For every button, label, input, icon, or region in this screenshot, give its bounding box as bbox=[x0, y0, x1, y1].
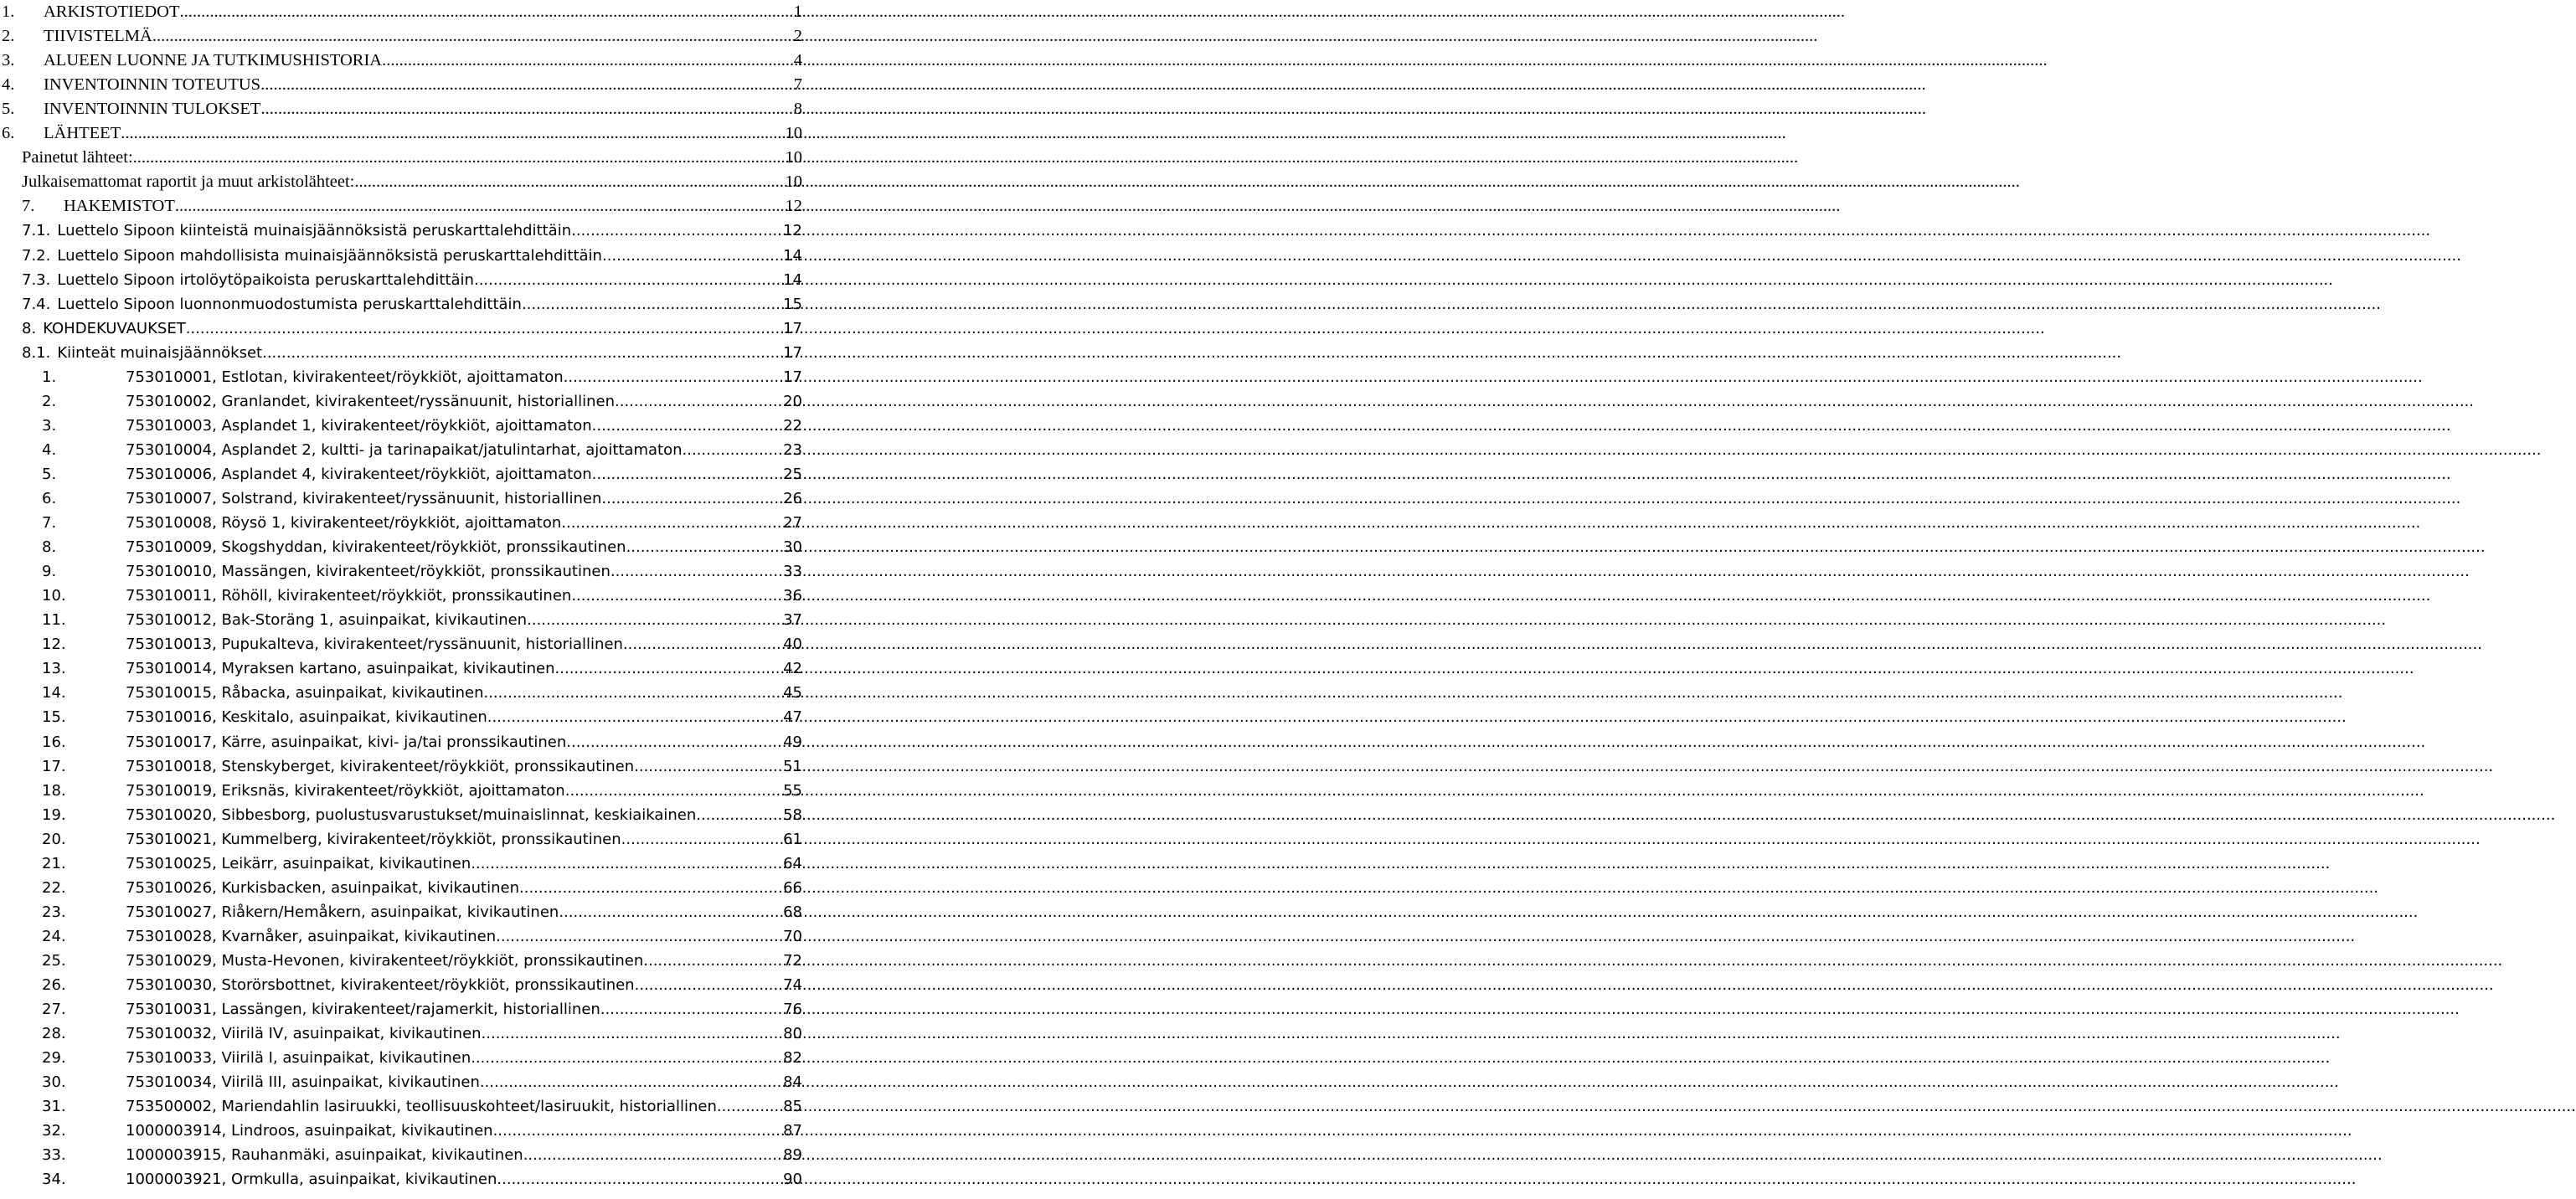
toc-entry-number: 27. bbox=[42, 1001, 66, 1019]
toc-dot-leader bbox=[571, 219, 783, 243]
toc-entry-title: Luettelo Sipoon luonnonmuodostumista peruskarttalehdittäin bbox=[57, 295, 522, 313]
toc-page-number: 15 bbox=[783, 295, 802, 313]
toc-entry-number: 7.3. bbox=[22, 270, 51, 289]
toc-entry[interactable] bbox=[42, 1070, 802, 1094]
toc-page-number: 66 bbox=[783, 878, 802, 897]
toc-entry[interactable] bbox=[2, 121, 802, 146]
toc-page-number: 64 bbox=[783, 854, 802, 872]
toc-entry[interactable] bbox=[22, 292, 802, 316]
toc-page-number: 74 bbox=[783, 976, 802, 994]
toc-entry[interactable] bbox=[2, 73, 802, 97]
toc-entry[interactable] bbox=[42, 462, 802, 486]
toc-dot-leader bbox=[565, 779, 783, 803]
toc-page-number: 55 bbox=[783, 781, 802, 800]
toc-dot-leader bbox=[566, 730, 783, 754]
toc-page-number: 89 bbox=[783, 1146, 802, 1165]
toc-page-number: 12 bbox=[783, 222, 802, 240]
toc-entry[interactable] bbox=[42, 730, 802, 754]
toc-entry-title: 753500002, Mariendahlin lasiruukki, teollisuuskohteet/lasiruukit, historiallinen bbox=[126, 1098, 717, 1116]
toc-entry-number: 1. bbox=[2, 3, 15, 21]
toc-entry[interactable] bbox=[42, 803, 802, 827]
toc-dot-leader bbox=[717, 1094, 783, 1119]
toc-entry[interactable] bbox=[42, 559, 802, 584]
toc-entry-title: 753010028, Kvarnåker, asuinpaikat, kivikautinen bbox=[126, 927, 497, 945]
toc-entry[interactable] bbox=[42, 997, 802, 1021]
toc-dot-leader bbox=[471, 1046, 783, 1070]
toc-entry-title: 753010004, Asplandet 2, kultti- ja tarinapaikat/jatulintarhat, ajoittamaton bbox=[126, 440, 683, 459]
toc-entry-number: 30. bbox=[42, 1073, 66, 1092]
toc-entry[interactable] bbox=[22, 316, 802, 341]
toc-entry-title: 753010033, Viirilä I, asuinpaikat, kivikautinen bbox=[126, 1049, 471, 1068]
toc-dot-leader bbox=[602, 244, 783, 268]
toc-entry[interactable] bbox=[42, 1046, 802, 1070]
toc-entry[interactable] bbox=[2, 97, 802, 121]
toc-page-number: 61 bbox=[783, 830, 802, 848]
toc-entry-title: 753010007, Solstrand, kivirakenteet/ryssänuunit, historiallinen bbox=[126, 490, 602, 507]
toc-entry[interactable] bbox=[42, 511, 802, 535]
toc-entry-title: 753010014, Myraksen kartano, asuinpaikat, kivikautinen bbox=[126, 660, 555, 678]
toc-page-number: 51 bbox=[783, 757, 802, 775]
toc-entry-title: 1000003921, Ormkulla, asuinpaikat, kivikautinen bbox=[126, 1171, 497, 1189]
toc-entry-number: 25. bbox=[42, 951, 66, 970]
toc-dot-leader bbox=[186, 316, 783, 341]
toc-entry[interactable] bbox=[42, 754, 802, 779]
toc-entry[interactable] bbox=[42, 949, 802, 973]
toc-entry-number: 12. bbox=[42, 636, 66, 654]
toc-entry-number: 7.4. bbox=[22, 295, 51, 313]
toc-entry-title: 753010032, Viirilä IV, asuinpaikat, kivikautinen bbox=[126, 1025, 482, 1043]
toc-dot-leader bbox=[474, 268, 783, 292]
toc-dot-leader bbox=[262, 341, 783, 365]
toc-entry-title: Kiinteät muinaisjäännökset bbox=[57, 343, 263, 362]
toc-entry-title: ARKISTOTIEDOT bbox=[44, 3, 180, 21]
toc-entry-number: 7. bbox=[22, 197, 35, 216]
toc-entry[interactable] bbox=[22, 244, 802, 268]
toc-dot-leader bbox=[487, 705, 783, 729]
toc-entry[interactable] bbox=[42, 827, 802, 852]
toc-entry-number: 7.1. bbox=[22, 222, 51, 240]
toc-entry-number: 1. bbox=[42, 368, 57, 386]
toc-dot-leader bbox=[519, 876, 783, 900]
toc-entry-number: 33. bbox=[42, 1146, 66, 1165]
toc-entry-title: 753010009, Skogshyddan, kivirakenteet/röykkiöt, pronssikautinen bbox=[126, 538, 626, 557]
toc-page-number: 42 bbox=[783, 660, 802, 678]
toc-page-number: 70 bbox=[783, 927, 802, 945]
toc-page-number: 7 bbox=[793, 75, 802, 95]
toc-entry[interactable] bbox=[42, 852, 802, 876]
toc-entry-number: 34. bbox=[42, 1171, 66, 1189]
toc-page-number: 14 bbox=[783, 246, 802, 265]
toc-entry-number: 28. bbox=[42, 1025, 66, 1043]
toc-dot-leader bbox=[592, 462, 783, 486]
toc-entry-title: 753010019, Eriksnäs, kivirakenteet/röykkiöt, ajoittamaton bbox=[126, 781, 565, 800]
toc-dot-leader bbox=[626, 535, 784, 559]
toc-page-number: 23 bbox=[783, 440, 802, 459]
toc-page-number: 26 bbox=[783, 490, 802, 507]
toc-dot-leader bbox=[354, 170, 785, 194]
toc-page-number: 20 bbox=[783, 392, 802, 410]
toc-entry-number: 6. bbox=[42, 490, 57, 507]
toc-page-number: 2 bbox=[793, 27, 802, 46]
toc-page-number: 58 bbox=[783, 805, 802, 824]
toc-entry-number: 3. bbox=[42, 416, 57, 435]
toc-dot-leader bbox=[623, 632, 783, 656]
toc-entry[interactable] bbox=[42, 414, 802, 438]
toc-page-number: 49 bbox=[783, 733, 802, 751]
toc-entry-title: 753010003, Asplandet 1, kivirakenteet/röykkiöt, ajoittamaton bbox=[126, 416, 592, 435]
toc-dot-leader bbox=[559, 900, 783, 924]
toc-entry[interactable] bbox=[2, 24, 802, 49]
toc-entry-title: INVENTOINNIN TULOKSET bbox=[44, 100, 261, 119]
toc-entry[interactable] bbox=[42, 1167, 802, 1191]
toc-dot-leader bbox=[621, 827, 783, 852]
toc-entry-number: 9. bbox=[42, 563, 57, 581]
toc-page-number: 17 bbox=[783, 368, 802, 386]
toc-entry-number: 17. bbox=[42, 757, 66, 775]
toc-entry-number: 4. bbox=[42, 440, 57, 459]
toc-page-number: 22 bbox=[783, 416, 802, 435]
toc-entry-title: Luettelo Sipoon mahdollisista muinaisjäännöksistä peruskarttalehdittäin bbox=[57, 246, 602, 265]
toc-page-number: 17 bbox=[783, 343, 802, 362]
toc-page-number: 17 bbox=[783, 319, 802, 337]
toc-dot-leader bbox=[564, 365, 783, 389]
toc-page-number: 84 bbox=[783, 1073, 802, 1092]
toc-page-number: 4 bbox=[793, 51, 802, 70]
toc-entry[interactable] bbox=[22, 170, 802, 194]
toc-entry[interactable] bbox=[42, 779, 802, 803]
toc-dot-leader bbox=[260, 73, 794, 97]
toc-entry-title: 753010027, Riåkern/Hemåkern, asuinpaikat, kivikautinen bbox=[126, 903, 559, 921]
toc-dot-leader bbox=[555, 656, 784, 681]
toc-entry[interactable] bbox=[42, 973, 802, 997]
toc-entry[interactable] bbox=[42, 705, 802, 729]
toc-entry[interactable] bbox=[42, 1119, 802, 1143]
toc-dot-leader bbox=[483, 681, 783, 705]
toc-dot-leader bbox=[523, 1143, 783, 1167]
toc-page-number: 76 bbox=[783, 1001, 802, 1019]
toc-entry-title: 753010006, Asplandet 4, kivirakenteet/röykkiöt, ajoittamaton bbox=[126, 465, 592, 483]
toc-entry[interactable] bbox=[42, 365, 802, 389]
toc-entry[interactable] bbox=[42, 584, 802, 608]
toc-entry-title: 753010010, Massängen, kivirakenteet/röykkiöt, pronssikautinen bbox=[126, 563, 611, 581]
toc-entry-title: 753010031, Lassängen, kivirakenteet/rajamerkit, historiallinen bbox=[126, 1001, 600, 1019]
toc-entry-title: Luettelo Sipoon kiinteistä muinaisjäännöksistä peruskarttalehdittäin bbox=[57, 222, 572, 240]
toc-entry-title: INVENTOINNIN TOTEUTUS bbox=[44, 75, 261, 95]
toc-entry-title: 753010020, Sibbesborg, puolustusvarustukset/muinaislinnat, keskiaikainen bbox=[126, 805, 697, 824]
toc-entry-title: 753010002, Granlandet, kivirakenteet/ryssänuunit, historiallinen bbox=[126, 392, 615, 410]
toc-entry-number: 5. bbox=[42, 465, 57, 483]
toc-entry-title: Painetut lähteet: bbox=[22, 148, 133, 167]
toc-entry-title: KOHDEKUVAUKSET bbox=[43, 319, 186, 337]
toc-page-number: 8 bbox=[793, 100, 802, 119]
toc-dot-leader bbox=[527, 608, 783, 632]
toc-entry-title: LÄHTEET bbox=[44, 124, 121, 143]
toc-entry-number: 14. bbox=[42, 684, 66, 702]
toc-entry-number: 23. bbox=[42, 903, 66, 921]
toc-dot-leader bbox=[522, 292, 783, 316]
toc-entry-title: 753010034, Viirilä III, asuinpaikat, kivikautinen bbox=[126, 1073, 480, 1092]
toc-entry-number: 6. bbox=[2, 124, 15, 143]
toc-entry[interactable] bbox=[42, 535, 802, 559]
toc-page-number: 1 bbox=[793, 3, 802, 21]
toc-dot-leader bbox=[634, 754, 783, 779]
toc-entry-title: HAKEMISTOT bbox=[64, 197, 175, 216]
toc-dot-leader bbox=[571, 584, 783, 608]
toc-entry-title: 753010021, Kummelberg, kivirakenteet/röykkiöt, pronssikautinen bbox=[126, 830, 621, 848]
toc-dot-leader bbox=[133, 146, 786, 170]
toc-entry-number: 2. bbox=[42, 392, 57, 410]
toc-page-number: 10 bbox=[785, 148, 802, 167]
toc-dot-leader bbox=[601, 486, 783, 511]
toc-page-number: 72 bbox=[783, 951, 802, 970]
toc-entry-title: 753010025, Leikärr, asuinpaikat, kivikautinen bbox=[126, 854, 471, 872]
toc-page-number: 25 bbox=[783, 465, 802, 483]
toc-entry-number: 11. bbox=[42, 611, 66, 630]
toc-entry-number: 10. bbox=[42, 587, 66, 605]
toc-entry[interactable] bbox=[42, 1021, 802, 1046]
toc-entry-number: 16. bbox=[42, 733, 66, 751]
toc-entry[interactable] bbox=[22, 268, 802, 292]
toc-entry-title: 753010011, Röhöll, kivirakenteet/röykkiöt, pronssikautinen bbox=[126, 587, 572, 605]
toc-dot-leader bbox=[497, 1167, 783, 1191]
toc-entry-title: 753010026, Kurkisbacken, asuinpaikat, kivikautinen bbox=[126, 878, 519, 897]
toc-entry[interactable] bbox=[22, 194, 802, 219]
toc-page-number: 10 bbox=[785, 172, 802, 192]
toc-entry-number: 26. bbox=[42, 976, 66, 994]
toc-entry[interactable] bbox=[42, 608, 802, 632]
toc-entry[interactable] bbox=[2, 0, 802, 24]
toc-page-number: 87 bbox=[783, 1122, 802, 1140]
toc-page-number: 10 bbox=[785, 124, 802, 143]
toc-dot-leader bbox=[592, 414, 783, 438]
toc-entry-number: 32. bbox=[42, 1122, 66, 1140]
toc-entry-number: 22. bbox=[42, 878, 66, 897]
toc-entry-title: 753010008, Röysö 1, kivirakenteet/röykkiöt, ajoittamaton bbox=[126, 514, 562, 533]
toc-dot-leader bbox=[152, 24, 794, 49]
toc-entry-title: 1000003914, Lindroos, asuinpaikat, kivikautinen bbox=[126, 1122, 493, 1140]
toc-entry-title: TIIVISTELMÄ bbox=[44, 27, 152, 46]
toc-dot-leader bbox=[471, 852, 783, 876]
toc-dot-leader bbox=[121, 121, 785, 146]
toc-page-number: 45 bbox=[783, 684, 802, 702]
toc-dot-leader bbox=[600, 997, 783, 1021]
toc-page-number: 80 bbox=[783, 1025, 802, 1043]
toc-entry-number: 8. bbox=[22, 319, 37, 337]
toc-page-number: 47 bbox=[783, 708, 802, 727]
toc-entry-number: 7. bbox=[42, 514, 57, 533]
toc-entry-number: 31. bbox=[42, 1098, 66, 1116]
toc-dot-leader bbox=[496, 924, 783, 949]
toc-entry[interactable] bbox=[42, 876, 802, 900]
toc-entry-number: 13. bbox=[42, 660, 66, 678]
toc-entry[interactable] bbox=[42, 486, 802, 511]
toc-entry-number: 2. bbox=[2, 27, 15, 46]
toc-page-number: 14 bbox=[783, 270, 802, 289]
toc-dot-leader bbox=[482, 1021, 784, 1046]
toc-entry[interactable] bbox=[42, 1143, 802, 1167]
toc-page-number: 40 bbox=[783, 636, 802, 654]
toc-page-number: 68 bbox=[783, 903, 802, 921]
toc-entry-number: 7.2. bbox=[22, 246, 51, 265]
toc-entry-title: 753010018, Stenskyberget, kivirakenteet/röykkiöt, pronssikautinen bbox=[126, 757, 635, 775]
toc-entry-title: 753010016, Keskitalo, asuinpaikat, kivikautinen bbox=[126, 708, 487, 727]
toc-entry-title: 753010015, Råbacka, asuinpaikat, kivikautinen bbox=[126, 684, 484, 702]
toc-entry-number: 8.1. bbox=[22, 343, 51, 362]
toc-dot-leader bbox=[480, 1070, 783, 1094]
toc-dot-leader bbox=[696, 803, 783, 827]
toc-entry-number: 24. bbox=[42, 927, 66, 945]
toc-dot-leader bbox=[615, 389, 783, 414]
toc-dot-leader bbox=[260, 97, 793, 121]
toc-entry[interactable] bbox=[42, 438, 802, 462]
toc-page-number: 85 bbox=[783, 1098, 802, 1116]
toc-dot-leader bbox=[643, 949, 783, 973]
toc-dot-leader bbox=[561, 511, 783, 535]
toc-entry[interactable] bbox=[22, 146, 802, 170]
toc-page-number: 12 bbox=[785, 197, 802, 216]
toc-entry-title: 753010013, Pupukalteva, kivirakenteet/ryssänuunit, historiallinen bbox=[126, 636, 623, 654]
toc-entry[interactable] bbox=[42, 632, 802, 656]
toc-page-number: 27 bbox=[783, 514, 802, 533]
toc-entry-title: 753010012, Bak-Storäng 1, asuinpaikat, kivikautinen bbox=[126, 611, 528, 630]
toc-page-number: 33 bbox=[783, 563, 802, 581]
toc-entry-number: 20. bbox=[42, 830, 66, 848]
toc-page-number: 90 bbox=[783, 1171, 802, 1189]
toc-entry-title: 1000003915, Rauhanmäki, asuinpaikat, kivikautinen bbox=[126, 1146, 523, 1165]
toc-entry[interactable] bbox=[42, 681, 802, 705]
toc-entry[interactable] bbox=[2, 49, 802, 73]
toc-entry-title: Luettelo Sipoon irtolöytöpaikoista peruskarttalehdittäin bbox=[57, 270, 474, 289]
toc-dot-leader bbox=[635, 973, 784, 997]
toc-entry[interactable] bbox=[42, 924, 802, 949]
toc-entry[interactable] bbox=[42, 900, 802, 924]
toc-entry-number: 19. bbox=[42, 805, 66, 824]
toc-dot-leader bbox=[493, 1119, 784, 1143]
toc-page-number: 30 bbox=[783, 538, 802, 557]
toc-entry-number: 18. bbox=[42, 781, 66, 800]
toc-entry-number: 29. bbox=[42, 1049, 66, 1068]
toc-entry-number: 21. bbox=[42, 854, 66, 872]
toc-entry[interactable] bbox=[22, 219, 802, 243]
toc-entry[interactable] bbox=[22, 341, 802, 365]
toc-dot-leader bbox=[683, 438, 784, 462]
toc-page-number: 36 bbox=[783, 587, 802, 605]
toc-entry-title: 753010017, Kärre, asuinpaikat, kivi- ja/tai pronssikautinen bbox=[126, 733, 567, 751]
toc-page-number: 37 bbox=[783, 611, 802, 630]
toc-entry[interactable] bbox=[42, 1094, 802, 1119]
toc-entry-title: Julkaisemattomat raportit ja muut arkistolähteet: bbox=[22, 172, 355, 192]
toc-page-number: 82 bbox=[783, 1049, 802, 1068]
toc-dot-leader bbox=[175, 194, 786, 219]
toc-entry-number: 5. bbox=[2, 100, 15, 119]
toc-entry-title: 753010029, Musta-Hevonen, kivirakenteet/röykkiöt, pronssikautinen bbox=[126, 951, 644, 970]
toc-entry-title: 753010030, Storörsbottnet, kivirakenteet/röykkiöt, pronssikautinen bbox=[126, 976, 635, 994]
toc-entry[interactable] bbox=[42, 389, 802, 414]
toc-entry-number: 3. bbox=[2, 51, 15, 70]
toc-entry[interactable] bbox=[42, 656, 802, 681]
toc-entry-title: ALUEEN LUONNE JA TUTKIMUSHISTORIA bbox=[44, 51, 383, 70]
toc-entry-number: 15. bbox=[42, 708, 66, 727]
toc-entry-number: 8. bbox=[42, 538, 57, 557]
toc-dot-leader bbox=[611, 559, 783, 584]
toc-entry-title: 753010001, Estlotan, kivirakenteet/röykkiöt, ajoittamaton bbox=[126, 368, 564, 386]
toc-dot-leader bbox=[179, 0, 793, 24]
toc-dot-leader bbox=[382, 49, 794, 73]
toc-entry-number: 4. bbox=[2, 75, 15, 95]
